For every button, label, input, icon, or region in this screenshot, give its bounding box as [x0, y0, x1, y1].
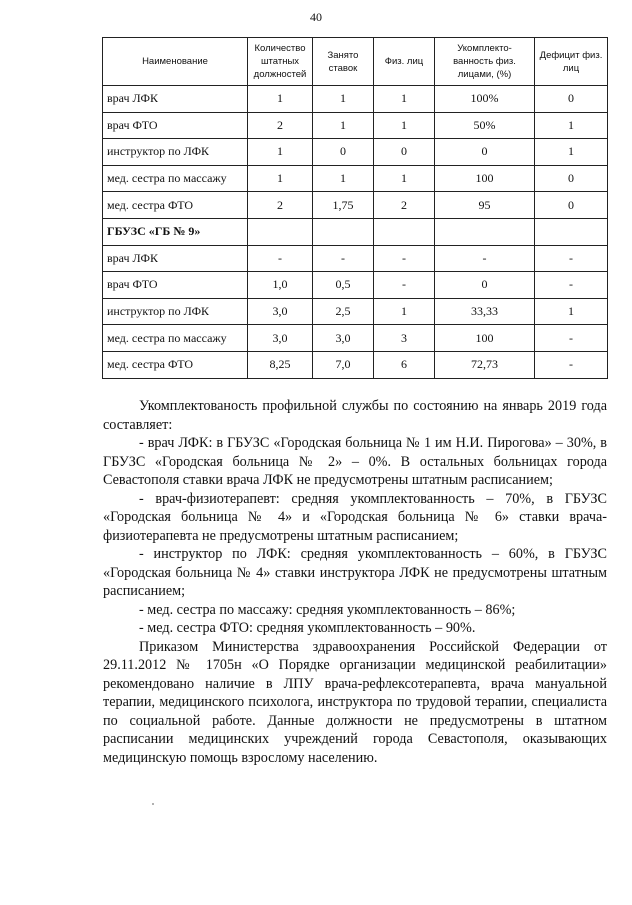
table-cell: -	[535, 245, 608, 272]
table-row	[103, 112, 608, 139]
table-row	[103, 139, 608, 166]
table-cell	[374, 218, 435, 245]
position-name-cell: врач ЛФК	[103, 245, 248, 272]
table-cell: 0	[535, 86, 608, 113]
table-cell: 1	[313, 86, 374, 113]
position-name-cell: мед. сестра ФТО	[103, 351, 248, 378]
table-cell: 3,0	[248, 298, 313, 325]
table-cell: 1	[374, 86, 435, 113]
table-cell: 1,75	[313, 192, 374, 219]
table-cell: -	[535, 325, 608, 352]
table-cell: -	[435, 245, 535, 272]
table-cell: -	[374, 272, 435, 299]
column-header: Количество штатных должностей	[248, 38, 313, 86]
table-cell: 0	[535, 165, 608, 192]
table-cell: 1	[313, 112, 374, 139]
table-cell: 50%	[435, 112, 535, 139]
table-cell: 6	[374, 351, 435, 378]
table-cell: -	[535, 351, 608, 378]
staffing-table	[102, 37, 608, 379]
position-name-cell: врач ЛФК	[103, 86, 248, 113]
page-number: 40	[310, 10, 322, 24]
table-cell: 1	[248, 165, 313, 192]
table-cell: 0	[535, 192, 608, 219]
column-header: Дефицит физ. лиц	[535, 38, 608, 86]
table-cell: 2	[248, 112, 313, 139]
table-cell: 0	[374, 139, 435, 166]
paragraph: Укомплектованость профильной службы по состоянию на январь 2019 года составляет:	[103, 398, 607, 433]
position-name-cell: врач ФТО	[103, 272, 248, 299]
table-cell: 3,0	[313, 325, 374, 352]
table-cell: 1	[535, 139, 608, 166]
table-row	[103, 272, 608, 299]
list-paragraph: - мед. сестра по массажу: средняя укомплектованность – 86%;	[139, 601, 516, 618]
table-cell: 1	[535, 112, 608, 139]
paragraph: Приказом Министерства здравоохранения Российской Федерации от 29.11.2012 № 1705н «О Порядке организации медицинской реабилитации» рекомендовано наличие в ЛПУ врача-рефлексотерапевта, врача мануальной терапии, медицинского психолога, инструктора по трудовой терапии, специалиста по социальной работе. Данные должности не предусмотрены в штатном расписании медицинских учреждений города Севастополя, оказывающих медицинскую помощь взрослому населению.	[103, 638, 607, 766]
table-row	[103, 298, 608, 325]
table-row	[103, 192, 608, 219]
table-cell: 100	[435, 325, 535, 352]
group-label: ГБУЗС «ГБ № 9»	[103, 218, 248, 245]
position-name-cell: инструктор по ЛФК	[103, 298, 248, 325]
table-cell: 2	[374, 192, 435, 219]
position-name-cell: врач ФТО	[103, 112, 248, 139]
table-cell: 7,0	[313, 351, 374, 378]
table-header-row	[103, 38, 608, 86]
table-row	[103, 86, 608, 113]
table-row	[103, 325, 608, 352]
column-header: Наименование	[103, 38, 248, 86]
position-name-cell: инструктор по ЛФК	[103, 139, 248, 166]
position-name-cell: мед. сестра по массажу	[103, 325, 248, 352]
body-text	[103, 397, 607, 767]
table-cell	[435, 218, 535, 245]
table-cell: 0	[435, 272, 535, 299]
table-group-row	[103, 218, 608, 245]
table-cell: 1	[248, 86, 313, 113]
column-header: Занято ставок	[313, 38, 374, 86]
table-cell	[313, 218, 374, 245]
table-cell: 3	[374, 325, 435, 352]
table-cell: -	[248, 245, 313, 272]
table-cell: 2,5	[313, 298, 374, 325]
list-paragraph: - мед. сестра ФТО: средняя укомплектованность – 90%.	[139, 620, 476, 636]
table-cell: 100%	[435, 86, 535, 113]
table-cell: 1	[313, 165, 374, 192]
table-cell: 1	[374, 165, 435, 192]
table-row	[103, 245, 608, 272]
list-paragraph: - врач-физиотерапевт: средняя укомплектованность – 70%, в ГБУЗС «Городская больница № 4» и «Городская больница № 6» ставки врача-физиотерапевта не предусмотрены штатным расписанием;	[103, 490, 607, 544]
table-cell: 33,33	[435, 298, 535, 325]
table-cell	[248, 218, 313, 245]
table-cell: 95	[435, 192, 535, 219]
column-header: Физ. лиц	[374, 38, 435, 86]
table-cell: 1	[248, 139, 313, 166]
table-cell: 0,5	[313, 272, 374, 299]
table-cell: 0	[435, 139, 535, 166]
table-cell: 1,0	[248, 272, 313, 299]
table-row	[103, 351, 608, 378]
table-cell: 3,0	[248, 325, 313, 352]
table-cell: 72,73	[435, 351, 535, 378]
table-cell: -	[535, 272, 608, 299]
list-paragraph: - врач ЛФК: в ГБУЗС «Городская больница № 1 им Н.И. Пирогова» – 30%, в ГБУЗС «Городская больница № 2» – 0%. В остальных больницах города Севастополя ставки врача ЛФК не предусмотрены штатным расписанием;	[103, 435, 607, 488]
position-name-cell: мед. сестра ФТО	[103, 192, 248, 219]
table-cell: 100	[435, 165, 535, 192]
column-header: Укомплекто-ванность физ. лицами, (%)	[435, 38, 535, 86]
table-cell: 8,25	[248, 351, 313, 378]
table-cell: -	[374, 245, 435, 272]
table-cell: 1	[374, 298, 435, 325]
table-row	[103, 165, 608, 192]
table-cell: -	[313, 245, 374, 272]
table-cell: 0	[313, 139, 374, 166]
scan-speck	[152, 803, 154, 805]
table-cell: 1	[374, 112, 435, 139]
table-cell: 2	[248, 192, 313, 219]
position-name-cell: мед. сестра по массажу	[103, 165, 248, 192]
table-body	[103, 86, 608, 379]
table-cell	[535, 218, 608, 245]
table-cell: 1	[535, 298, 608, 325]
list-paragraph: - инструктор по ЛФК: средняя укомплектованность – 60%, в ГБУЗС «Городская больница № 4» ставки инструктора ЛФК не предусмотрены штатным расписанием;	[103, 546, 607, 599]
